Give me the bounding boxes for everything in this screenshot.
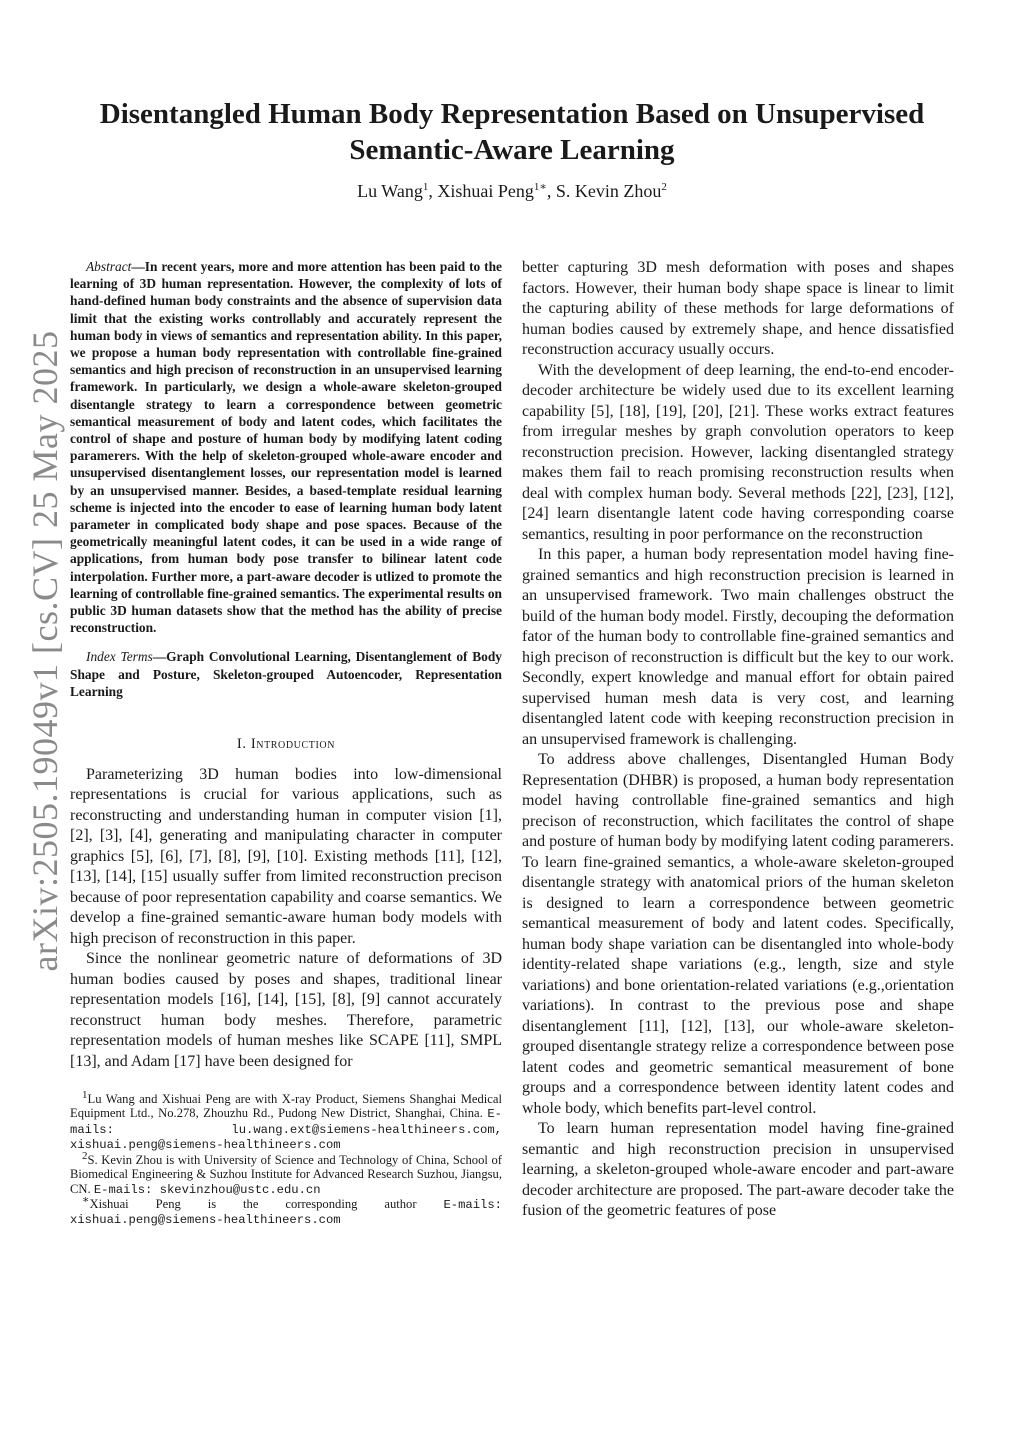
author-name: S. Kevin Zhou — [555, 181, 662, 201]
abstract-label: Abstract — [86, 259, 132, 274]
email-link[interactable]: xishuai.peng@siemens-healthineers.com — [70, 1138, 341, 1153]
email-label: E-mails: — [443, 1197, 502, 1212]
footnotes — [70, 1088, 502, 1228]
body-paragraph: better capturing 3D mesh deformation with poses and shapes factors. However, their human body shape space is linear to limit the capturing ability of these methods for large deformations of human bodies caused by extremely shape, and hence dissatisfied reconstruction accuracy usually occurs. — [522, 259, 954, 358]
body-paragraph: In this paper, a human body representation model having fine-grained semantics and high reconstruction precision is learned in an unsupervised framework. Two main challenges obstruct the build of the human body model. Firstly, decouping the deformation fator of the human body to controllable fine-grained semantics and high precison of reconstruction is difficult but the key to our work. Secondly, expert knowledge and manual effort for obtain paired supervised human mesh data is very cost, and learning disentangled latent code with keeping reconstruction precision in an unsupervised framework is challenging. — [522, 546, 954, 748]
body-paragraph: To address above challenges, Disentangled Human Body Representation (DHBR) is proposed, a human body representation model having controllable fine-grained semantics and high precison of reconstruction, which facilitates the control of shape and posture of human body by modifying latent coding paramerers. To learn fine-grained semantics, a whole-aware skeleton-grouped disentangle strategy with anatomical priors of the human skeleton is designed to learn a correspondence between geometric semantical measurement of body and latent codes. Specifically, human body shape variation can be disentangled into whole-body identity-related shape variations (e.g., length, size and style variations) and bone orientation-related variations (e.g.,orientation variations). In contrast to the previous pose and shape disentanglement [11], [12], [13], our whole-aware skeleton-grouped disentangle strategy relize a correspondence between pose latent codes and geometric semantical measurement of bone groups and a correspondence between identity latent codes and whole body, which benefits part-level control. — [522, 751, 954, 1117]
affiliation-marker: 2 — [661, 181, 667, 193]
index-terms-text: Graph Convolutional Learning, Disentanglement of Body Shape and Posture, Skeleton-grouped Autoencoder, Representation Learning — [70, 649, 502, 699]
author-name: Lu Wang — [357, 181, 423, 201]
email-label: E-mails: — [70, 1107, 502, 1137]
index-terms — [70, 648, 502, 700]
body-paragraph: Parameterizing 3D human bodies into low-dimensional representations is crucial for various applications, such as reconstructing and understanding human in computer vision [1], [2], [3], [4], generating and manipulating character in computer graphics [5], [6], [7], [8], [9], [10]. Existing methods [11], [12], [13], [14], [15] usually suffer from limited reconstruction precison because of poor representation capability and coarse semantics. We develop a fine-grained semantic-aware human body models with high precison of reconstruction in this paper. — [70, 765, 502, 947]
email-link[interactable]: xishuai.peng@siemens-healthineers.com — [70, 1213, 341, 1228]
author-name: Xishuai Peng — [437, 181, 534, 201]
left-column — [70, 258, 502, 1228]
author-list: Lu Wang$^1$, Xishuai Peng$^{1∗}$, S. Kevin Zhou$^2$ — [357, 181, 667, 201]
arxiv-identifier-stamp[interactable]: arXiv:2505.19049v1 [cs.CV] 25 May 2025 — [25, 330, 65, 972]
index-terms-label: Index Terms — [86, 649, 153, 665]
footnote-marker: 2 — [82, 1149, 88, 1162]
email-link[interactable]: E-mails: skevinzhou@ustc.edu.cn — [93, 1182, 321, 1197]
email-link[interactable]: lu.wang.ext@siemens-healthineers.com, — [231, 1122, 502, 1137]
body-paragraph: Since the nonlinear geometric nature of deformations of 3D human bodies caused by poses and shapes, traditional linear representation models [16], [14], [15], [8], [9] cannot accurately reconstruct human body meshes. Therefore, parametric representation models of human meshes like SCAPE [11], SMPL [13], and Adam [17] have been designed for — [70, 950, 502, 1070]
abstract-text: In recent years, more and more attention has been paid to the learning of 3D human representation. However, the complexity of lots of hand-defined human body constraints and the absence of supervision data limit that the existing works controllably and accurately represent the human body in views of semantics and representation ability. In this paper, we propose a human body representation with controllable fine-grained semantics and high precison of reconstruction in an unsupervised learning framework. In particularly, we design a whole-aware skeleton-grouped disentangle strategy to learn a correspondence between geometric semantical measurement of body and latent codes, which facilitates the control of shape and posture of human body by modifying latent coding paramerers. With the help of skeleton-grouped whole-aware encoder and unsupervised disentanglement losses, our representation model is learned by an unsupervised manner. Besides, a based-template residual learning scheme is injected into the encoder to ease of learning human body latent parameter in complicated body shape and pose spaces. Because of the geometrically meaningful latent codes, it can be used in a wide range of applications, from human body pose transfer to bilinear latent code interpolation. Further more, a part-aware decoder is utlized to promote the learning of controllable fine-grained semantics. The experimental results on public 3D human datasets show that the method has the ability of precise reconstruction. — [70, 259, 502, 636]
affiliation-marker: 1 — [422, 181, 429, 193]
abstract-dash: — — [131, 259, 145, 274]
footnote-marker: ∗ — [82, 1193, 90, 1206]
section-title: Introduction — [250, 736, 336, 753]
body-paragraph: With the development of deep learning, the end-to-end encoder-decoder architecture be widely used due to its excellent learning capability [5], [18], [19], [20], [21]. These works extract features from irregular meshes by graph convolution operators to keep reconstruction precision. However, lacking disentangled strategy makes them fail to reach promising reconstruction results when deal with complex human body. Several methods [22], [23], [12], [24] learn disentangle latent code having corresponding coarse semantics, resulting in poor performance on the reconstruction — [522, 361, 954, 543]
affiliation-marker: 1∗ — [533, 181, 547, 193]
section-heading — [70, 734, 502, 755]
footnote-affiliation-1: $^1$Lu Wang and Xishuai Peng are with X-ray Product, Siemens Shanghai Medical Equipment Ltd., No.278, Zhouzhu Rd., Pudong New District, Shanghai, China. E-mails: lu.wang.ext@siemens-healthineers.com, xishuai.peng@siemens-healthineers.com — [70, 1088, 502, 1153]
abstract — [70, 258, 502, 636]
index-terms-dash: — — [152, 649, 167, 665]
body-paragraph: To learn human representation model having fine-grained semantic and high reconstruction precision in unsupervised learning, a skeleton-grouped whole-aware encoder and part-aware decoder architecture are proposed. The part-aware decoder take the fusion of the geometric features of pose — [522, 1120, 954, 1219]
footnote-affiliation-2: $^2$S. Kevin Zhou is with University of Science and Technology of China, School of Biomedical Engineering & Suzhou Institute for Advanced Research Suzhou, Jiangsu, CN. E-mails: skevinzhou@ustc.edu.cn — [70, 1149, 502, 1197]
section-number: I. — [236, 736, 247, 753]
footnote-marker: 1 — [82, 1088, 88, 1101]
footnote-corresponding-author: ∗Xishuai Peng is the corresponding author E-mails: xishuai.peng@siemens-healthineers.com — [70, 1193, 502, 1228]
paper-title: Disentangled Human Body Representation Based on Unsupervised Semantic-Aware Learning — [99, 98, 925, 166]
right-column — [522, 258, 954, 1222]
